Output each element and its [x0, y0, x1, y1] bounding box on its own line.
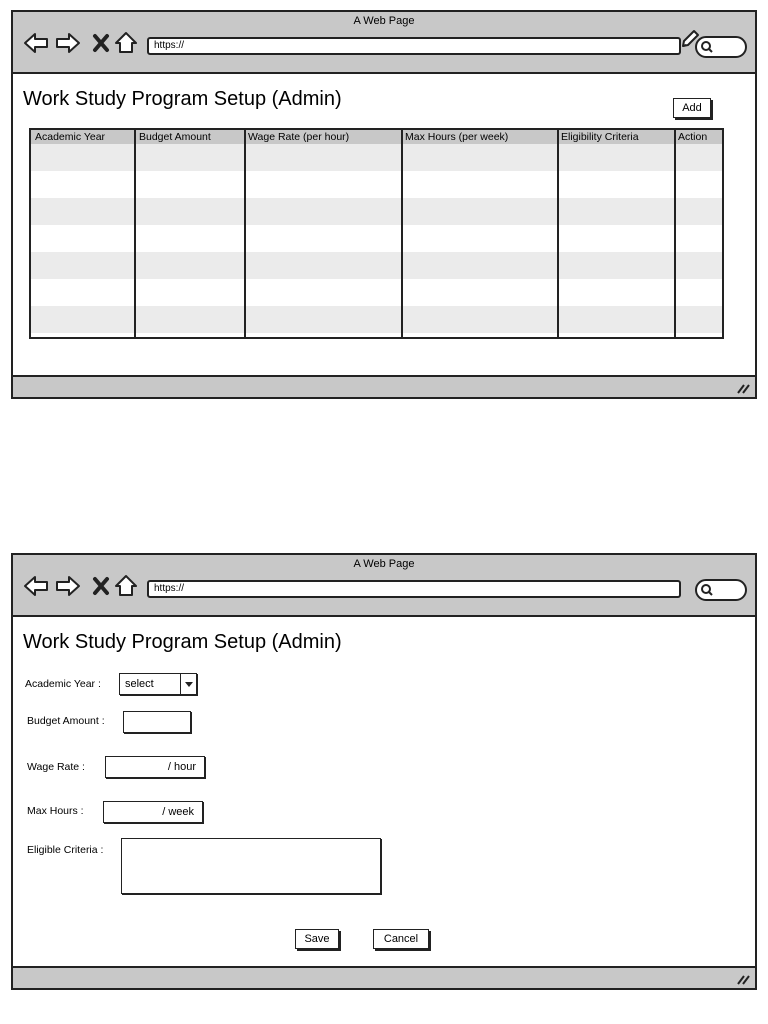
- browser-chrome: [13, 12, 755, 74]
- browser-chrome: [13, 555, 755, 617]
- status-bar: [13, 966, 755, 988]
- search-button[interactable]: [695, 36, 747, 58]
- column-header-action: Action: [678, 131, 708, 143]
- column-divider: [557, 130, 559, 337]
- window-title: A Web Page: [353, 558, 415, 570]
- home-icon[interactable]: [113, 30, 139, 56]
- status-bar: [13, 375, 755, 397]
- column-header-budget-amount[interactable]: Budget Amount: [139, 131, 211, 143]
- academic-year-label: Academic Year :: [25, 678, 101, 690]
- budget-amount-input[interactable]: [123, 711, 191, 733]
- search-icon: [700, 583, 714, 597]
- wage-rate-label: Wage Rate :: [27, 761, 85, 773]
- column-divider: [674, 130, 676, 337]
- academic-year-selected: select: [125, 678, 154, 690]
- academic-year-select[interactable]: [119, 673, 197, 695]
- column-header-max-hours[interactable]: Max Hours (per week): [405, 131, 509, 143]
- eligible-criteria-textarea[interactable]: [121, 838, 381, 894]
- back-arrow-icon[interactable]: [23, 30, 49, 56]
- pencil-icon[interactable]: [679, 28, 701, 50]
- add-button[interactable]: Add: [673, 98, 711, 118]
- column-divider: [134, 130, 136, 337]
- stop-icon[interactable]: [89, 573, 115, 599]
- chevron-down-icon[interactable]: [180, 674, 196, 694]
- browser-window-list: [11, 10, 757, 399]
- column-divider: [401, 130, 403, 337]
- window-title: A Web Page: [353, 15, 415, 27]
- cancel-button[interactable]: Cancel: [373, 929, 429, 949]
- column-header-wage-rate[interactable]: Wage Rate (per hour): [248, 131, 350, 143]
- resize-grip-icon[interactable]: [735, 972, 751, 986]
- column-divider: [244, 130, 246, 337]
- browser-window-form: [11, 553, 757, 990]
- home-icon[interactable]: [113, 573, 139, 599]
- budget-amount-label: Budget Amount :: [27, 715, 105, 727]
- back-arrow-icon[interactable]: [23, 573, 49, 599]
- page-title: Work Study Program Setup (Admin): [23, 631, 342, 653]
- page-title: Work Study Program Setup (Admin): [23, 88, 342, 110]
- forward-arrow-icon[interactable]: [55, 573, 81, 599]
- save-button[interactable]: Save: [295, 929, 339, 949]
- column-header-academic-year[interactable]: Academic Year: [35, 131, 106, 143]
- eligible-criteria-label: Eligible Criteria :: [27, 844, 104, 856]
- url-bar[interactable]: https://: [147, 37, 681, 55]
- resize-grip-icon[interactable]: [735, 381, 751, 395]
- wage-rate-suffix: / hour: [167, 761, 196, 773]
- column-header-eligibility-criteria[interactable]: Eligibility Criteria: [561, 131, 639, 143]
- program-table: [29, 128, 724, 339]
- max-hours-label: Max Hours :: [27, 805, 84, 817]
- forward-arrow-icon[interactable]: [55, 30, 81, 56]
- wage-rate-input[interactable]: [105, 756, 205, 778]
- stop-icon[interactable]: [89, 30, 115, 56]
- url-bar[interactable]: https://: [147, 580, 681, 598]
- max-hours-input[interactable]: [103, 801, 203, 823]
- max-hours-suffix: / week: [162, 806, 194, 818]
- search-button[interactable]: [695, 579, 747, 601]
- search-icon: [700, 40, 714, 54]
